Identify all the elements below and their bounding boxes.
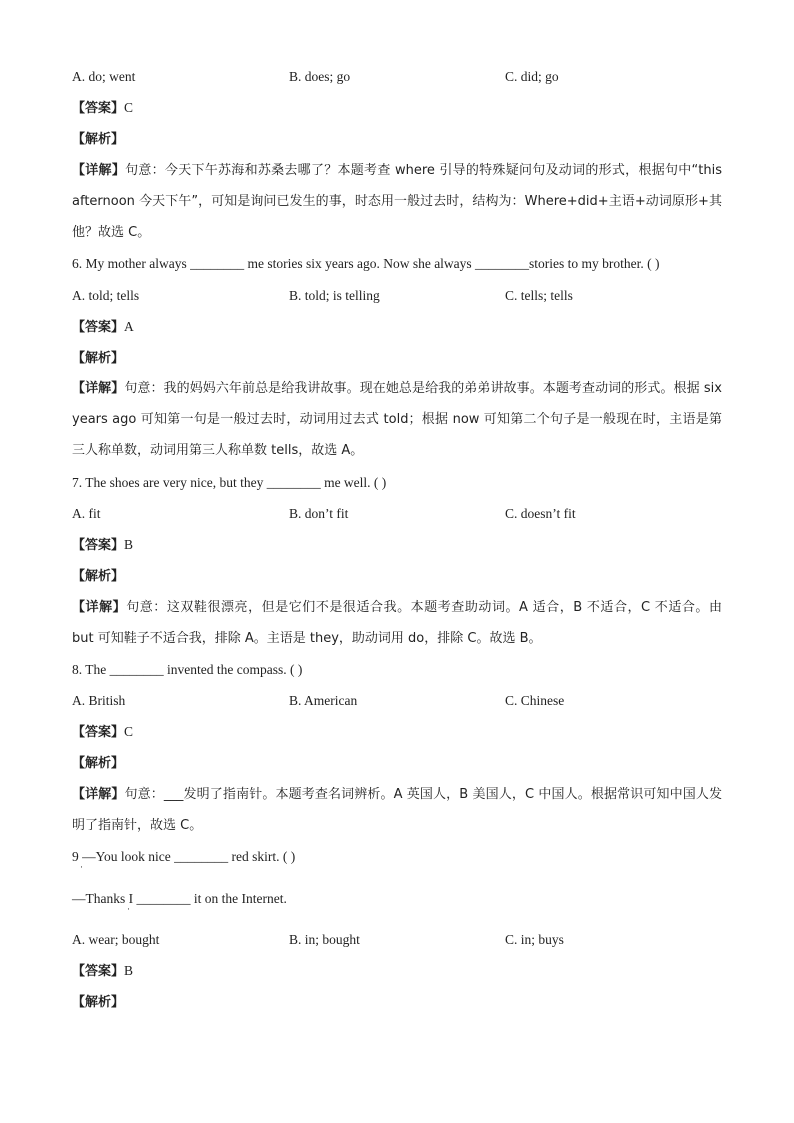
q9-option-c: C. in; buys xyxy=(505,932,564,947)
q7-option-b: B. don’t fit xyxy=(289,506,349,521)
q5-option-c: C. did; go xyxy=(505,69,559,84)
q8-detail xyxy=(72,779,722,841)
q9-option-a: A. wear; bought xyxy=(72,932,160,947)
q6-question: 6. My mother always ________ me stories six years ago. Now she always ________stories to my brother. ( ) xyxy=(72,256,660,271)
answer-label: 【答案】 xyxy=(72,320,125,335)
q8-answer xyxy=(72,723,133,742)
q7-analysis xyxy=(72,567,124,586)
answer-value: C xyxy=(124,724,134,739)
analysis-label: 【解析】 xyxy=(72,995,125,1010)
q6-option-b: B. told; is telling xyxy=(289,288,380,303)
q5-option-b: B. does; go xyxy=(289,69,351,84)
q7-answer xyxy=(72,536,133,555)
q7-option-c: C. doesn’t fit xyxy=(505,506,576,521)
punctuation-dot: · xyxy=(80,862,83,872)
answer-label: 【答案】 xyxy=(72,964,125,979)
detail-text: 句意：我的妈妈六年前总是给我讲故事。现在她总是给我的弟弟讲故事。本题考查动词的形式。根据 six years ago 可知第一句是一般过去时，动词用过去式 told；根据 now 可知第二个句子是一般现在时，主语是第三人称单数，动词用第三人称单数 tells，故选 A。 xyxy=(72,381,722,458)
q9-answer xyxy=(72,962,133,981)
q5-option-a: A. do; went xyxy=(72,69,136,84)
detail-label: 【详解】 xyxy=(72,163,126,178)
q8-analysis xyxy=(72,754,124,773)
detail-text: 句意：这双鞋很漂亮，但是它们不是很适合我。本题考查助动词。A 适合，B 不适合，C 不适合。由 but 可知鞋子不适合我，排除 A。主语是 they，助动词用 do，排除 C。故选 B。 xyxy=(72,600,722,646)
answer-label: 【答案】 xyxy=(72,101,125,116)
q9-question: 9 —You look nice ________ red skirt. ( ) xyxy=(72,849,296,864)
q7-option-a: A. fit xyxy=(72,506,101,521)
detail-label: 【详解】 xyxy=(72,787,125,802)
answer-value: B xyxy=(124,963,134,978)
answer-label: 【答案】 xyxy=(72,538,125,553)
analysis-label: 【解析】 xyxy=(72,132,125,147)
answer-label: 【答案】 xyxy=(72,725,125,740)
q6-option-c: C. tells; tells xyxy=(505,288,573,303)
answer-value: A xyxy=(124,319,134,334)
q7-question: 7. The shoes are very nice, but they ________ me well. ( ) xyxy=(72,475,387,490)
analysis-label: 【解析】 xyxy=(72,569,125,584)
q8-option-b: B. American xyxy=(289,693,358,708)
analysis-label: 【解析】 xyxy=(72,351,125,366)
q6-option-a: A. told; tells xyxy=(72,288,140,303)
q6-detail xyxy=(72,373,722,466)
q5-answer xyxy=(72,99,133,118)
q5-detail xyxy=(72,155,722,248)
punctuation-dot: · xyxy=(127,904,130,914)
analysis-label: 【解析】 xyxy=(72,756,125,771)
q7-detail xyxy=(72,592,722,654)
q6-analysis xyxy=(72,349,124,368)
q9-analysis xyxy=(72,993,124,1012)
q5-analysis xyxy=(72,130,124,149)
detail-label: 【详解】 xyxy=(72,381,125,396)
q8-option-c: C. Chinese xyxy=(505,693,565,708)
detail-text: 句意：今天下午苏海和苏桑去哪了？本题考查 where 引导的特殊疑问句及动词的形式，根据句中“this afternoon 今天下午”，可知是询问已发生的事，时态用一般过去时，结构为：Where+did+主语+动词原形+其他？故选 C。 xyxy=(72,163,722,240)
q6-answer xyxy=(72,318,134,337)
q8-question: 8. The ________ invented the compass. ( ) xyxy=(72,662,303,677)
q8-option-a: A. British xyxy=(72,693,126,708)
q9-reply: —Thanks I ________ it on the Internet. xyxy=(72,891,287,906)
answer-value: C xyxy=(124,100,134,115)
detail-text: 句意：___发明了指南针。本题考查名词辨析。A 英国人，B 美国人，C 中国人。根据常识可知中国人发明了指南针，故选 C。 xyxy=(72,787,722,833)
detail-label: 【详解】 xyxy=(72,600,127,615)
answer-value: B xyxy=(124,537,134,552)
q9-option-b: B. in; bought xyxy=(289,932,360,947)
